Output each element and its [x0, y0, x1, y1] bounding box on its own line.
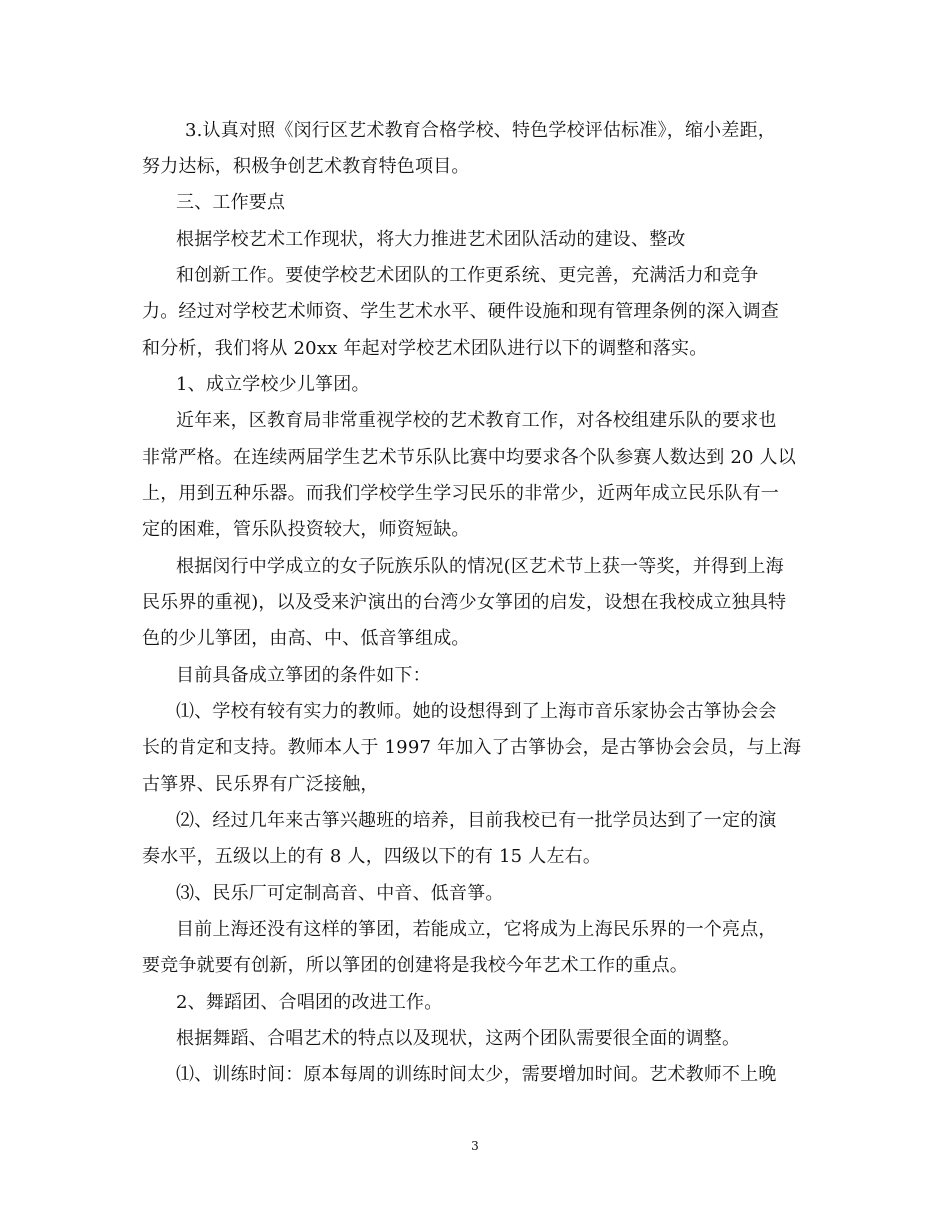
subheading: 2、舞蹈团、合唱团的改进工作。 [176, 992, 443, 1013]
paragraph-line: 长的肯定和支持。教师本人于 1997 年加入了古箏协会，是古箏协会会员，与上海 [142, 737, 802, 758]
list-item: ⑴、训练时间：原本每周的训练时间太少，需要增加时间。艺术教师不上晚 [176, 1064, 777, 1085]
paragraph-line: 和分析，我们将从 20xx 年起对学校艺术团队进行以下的调整和落实。 [142, 338, 708, 359]
paragraph-line: 定的困难，管乐队投资较大，师资短缺。 [142, 519, 470, 540]
paragraph-line: 3.认真对照《闵行区艺术教育合格学校、特色学校评估标准》，缩小差距， [185, 120, 776, 141]
paragraph-line: 根据舞蹈、合唱艺术的特点以及现状，这两个团队需要很全面的调整。 [176, 1028, 741, 1049]
list-item: ⑶、民乐厂可定制高音、中音、低音箏。 [176, 883, 504, 904]
paragraph-line: 根据闵行中学成立的女子阮族乐队的情况(区艺术节上获一等奖，并得到上海 [176, 556, 784, 577]
paragraph-line: 根据学校艺术工作现状，将大力推进艺术团队活动的建设、整改 [176, 229, 686, 250]
paragraph-line: 要竞争就要有创新，所以箏团的创建将是我校今年艺术工作的重点。 [142, 955, 688, 976]
list-item: ⑵、经过几年来古箏兴趣班的培养，目前我校已有一批学员达到了一定的演 [176, 810, 777, 831]
paragraph-line: 民乐界的重视)，以及受来沪演出的台湾少女箏团的启发，设想在我校成立独具特 [142, 592, 787, 613]
paragraph-line: 力。经过对学校艺术师资、学生艺术水平、硬件设施和现有管理条例的深入调查 [142, 301, 779, 322]
paragraph-line: 上，用到五种乐器。而我们学校学生学习民乐的非常少，近两年成立民乐队有一 [142, 483, 779, 504]
paragraph-line: 奏水平，五级以上的有 8 人，四级以下的有 15 人左右。 [142, 846, 602, 867]
paragraph-line: 色的少儿箏团，由高、中、低音箏组成。 [142, 628, 470, 649]
section-heading: 三、工作要点 [176, 192, 286, 213]
paragraph-line: 近年来，区教育局非常重视学校的艺术教育工作，对各校组建乐队的要求也 [176, 410, 777, 431]
subheading: 1、成立学校少儿箏团。 [176, 374, 370, 395]
paragraph-line: 和创新工作。要使学校艺术团队的工作更系统、更完善，充满活力和竞争 [176, 265, 759, 286]
paragraph-line: 目前具备成立箏团的条件如下： [176, 665, 431, 686]
list-item: ⑴、学校有较有实力的教师。她的设想得到了上海市音乐家协会古箏协会会 [176, 701, 777, 722]
paragraph-line: 努力达标，积极争创艺术教育特色项目。 [142, 156, 470, 177]
paragraph-line: 非常严格。在连续两届学生艺术节乐队比赛中均要求各个队参赛人数达到 20 人以 [142, 447, 796, 468]
paragraph-line: 目前上海还没有这样的箏团，若能成立，它将成为上海民乐界的一个亮点， [176, 919, 777, 940]
paragraph-line: 古箏界、民乐界有广泛接触， [142, 774, 379, 795]
page-number: 3 [471, 1139, 479, 1153]
